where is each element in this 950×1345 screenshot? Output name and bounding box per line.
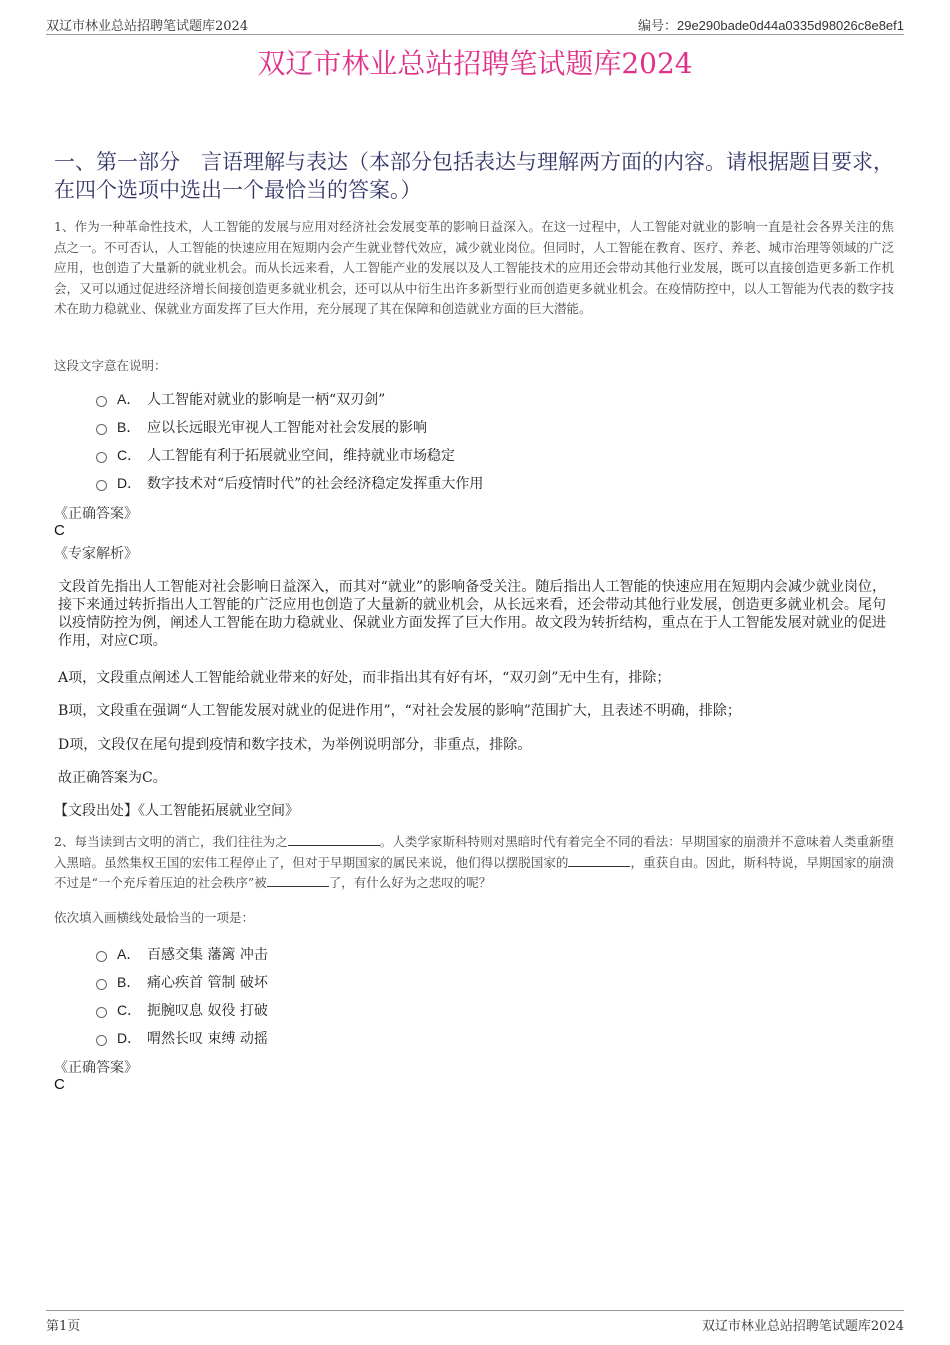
option-text: 应以长远眼光审视人工智能对社会发展的影响: [147, 420, 427, 436]
radio-button-icon[interactable]: [96, 396, 107, 407]
q1-option-b[interactable]: [96, 413, 796, 441]
fill-blank: [568, 854, 630, 867]
fill-blank: [288, 833, 380, 846]
option-text: 人工智能有利于拓展就业空间，维持就业市场稳定: [147, 448, 455, 464]
q1-analysis-d: D项，文段仅在尾句提到疫情和数字技术，为举例说明部分，非重点，排除。: [58, 737, 532, 753]
q2-option-d[interactable]: [96, 1024, 796, 1052]
q1-analysis-label: 《专家解析》: [54, 546, 138, 562]
q1-option-c[interactable]: [96, 441, 796, 469]
question-2-prompt: 依次填入画横线处最恰当的一项是：: [54, 910, 255, 925]
q2-answer: C: [54, 1076, 65, 1093]
q1-analysis: 文段首先指出人工智能对社会影响日益深入，而其对“就业”的影响备受关注。随后指出人工智能的快速应用在短期内会减少就业岗位，接下来通过转折指出人工智能的广泛应用也创造了大量新的就业机会，从长远来看，还会带动其他行业发展，创造更多就业机会。尾句以疫情防控为例，阐述人工智能在助力稳就业、保就业方面发挥了巨大作用。故文段为转折结构，重点在于人工智能发展对就业的促进作用，对应C项。: [58, 579, 886, 649]
option-letter: D．: [117, 475, 142, 491]
footer-doc-name: 双辽市林业总站招聘笔试题库2024: [701, 1319, 904, 1334]
question-2-text: [54, 832, 894, 894]
q2-option-c[interactable]: [96, 996, 796, 1024]
option-letter: C．: [117, 1002, 142, 1018]
fill-blank: [267, 874, 329, 887]
q2-option-a[interactable]: [96, 940, 796, 968]
radio-button-icon[interactable]: [96, 424, 107, 435]
q1-analysis-a: A项，文段重点阐述人工智能给就业带来的好处，而非指出其有好有坏，“双刃剑”无中生有，排除；: [58, 670, 671, 686]
question-1-prompt: 这段文字意在说明：: [54, 358, 167, 373]
q2-text-part: 2、每当读到古文明的消亡，我们往往为之: [54, 834, 288, 849]
page-footer: [46, 1310, 904, 1335]
option-text: 痛心疾首 管制 破坏: [147, 975, 268, 991]
radio-button-icon[interactable]: [96, 1035, 107, 1046]
option-text: 人工智能对就业的影响是一柄“双刃剑”: [147, 392, 386, 408]
q2-option-b[interactable]: [96, 968, 796, 996]
q2-answer-label: 《正确答案》: [54, 1060, 138, 1076]
option-letter: A．: [117, 391, 141, 407]
option-letter: B．: [117, 419, 141, 435]
q2-text-part: ，重获自由。因此，斯科特说，早期国家的崩溃不过是“一个充斥着压迫的社会秩序”被: [54, 854, 894, 890]
radio-button-icon[interactable]: [96, 452, 107, 463]
option-letter: A．: [117, 946, 141, 962]
question-1-options: [96, 385, 796, 497]
option-text: 喟然长叹 束缚 动摇: [147, 1031, 268, 1047]
document-title: 双辽市林业总站招聘笔试题库2024: [257, 47, 693, 80]
option-letter: C．: [117, 447, 142, 463]
page-number: 第1页: [46, 1319, 81, 1334]
option-text: 扼腕叹息 奴役 打破: [147, 1003, 268, 1019]
header-doc-name: 双辽市林业总站招聘笔试题库2024: [46, 19, 249, 34]
q1-option-d[interactable]: [96, 469, 796, 497]
option-letter: D．: [117, 1030, 142, 1046]
radio-button-icon[interactable]: [96, 480, 107, 491]
header-doc-id: 编号：29e290bade0d44a0335d98026c8e8ef1: [637, 18, 904, 33]
question-2-options: [96, 940, 796, 1052]
option-text: 数字技术对“后疫情时代”的社会经济稳定发挥重大作用: [147, 476, 484, 492]
radio-button-icon[interactable]: [96, 951, 107, 962]
q2-text-part: 。人类学家斯科特则对黑暗时代有着完全不同的看法：早期国家的崩溃并不意味着人类重新堕入黑暗。虽然集权王国的宏伟工程停止了，但对于早期国家的属民来说，他们得以摆脱国家的: [54, 834, 894, 870]
option-text: 百感交集 藩篱 冲击: [147, 947, 268, 963]
q1-option-a[interactable]: [96, 385, 796, 413]
section-heading: 一、第一部分 言语理解与表达（本部分包括表达与理解两方面的内容。请根据题目要求，在四个选项中选出一个最恰当的答案。）: [54, 150, 894, 202]
q1-answer: C: [54, 522, 65, 539]
option-letter: B．: [117, 974, 141, 990]
radio-button-icon[interactable]: [96, 979, 107, 990]
q1-answer-label: 《正确答案》: [54, 506, 138, 522]
page-header: [46, 12, 904, 35]
question-1-text: 1、作为一种革命性技术，人工智能的发展与应用对经济社会发展变革的影响日益深入。在这一过程中，人工智能对就业的影响一直是社会各界关注的焦点之一。不可否认，人工智能的快速应用在短期内会产生就业替代效应，减少就业岗位。但同时，人工智能在教育、医疗、养老、城市治理等领域的广泛应用，也创造了大量新的就业机会。而从长远来看，人工智能产业的发展以及人工智能技术的应用还会带动其他行业发展，既可以直接创造更多新工作机会，又可以通过促进经济增长间接创造更多就业机会，还可以从中衍生出许多新型行业而创造更多就业机会。在疫情防控中，以人工智能为代表的数字技术在助力稳就业、保就业方面发挥了巨大作用，充分展现了其在保障和创造就业方面的巨大潜能。: [54, 219, 894, 316]
q1-source: 【文段出处】《人工智能拓展就业空间》: [54, 803, 299, 819]
radio-button-icon[interactable]: [96, 1007, 107, 1018]
q2-text-part: 了，有什么好为之悲叹的呢？: [328, 875, 492, 890]
q1-conclusion: 故正确答案为C。: [58, 770, 167, 786]
q1-analysis-b: B项，文段重在强调“人工智能发展对就业的促进作用”，“对社会发展的影响”范围扩大，且表述不明确，排除；: [58, 703, 741, 719]
